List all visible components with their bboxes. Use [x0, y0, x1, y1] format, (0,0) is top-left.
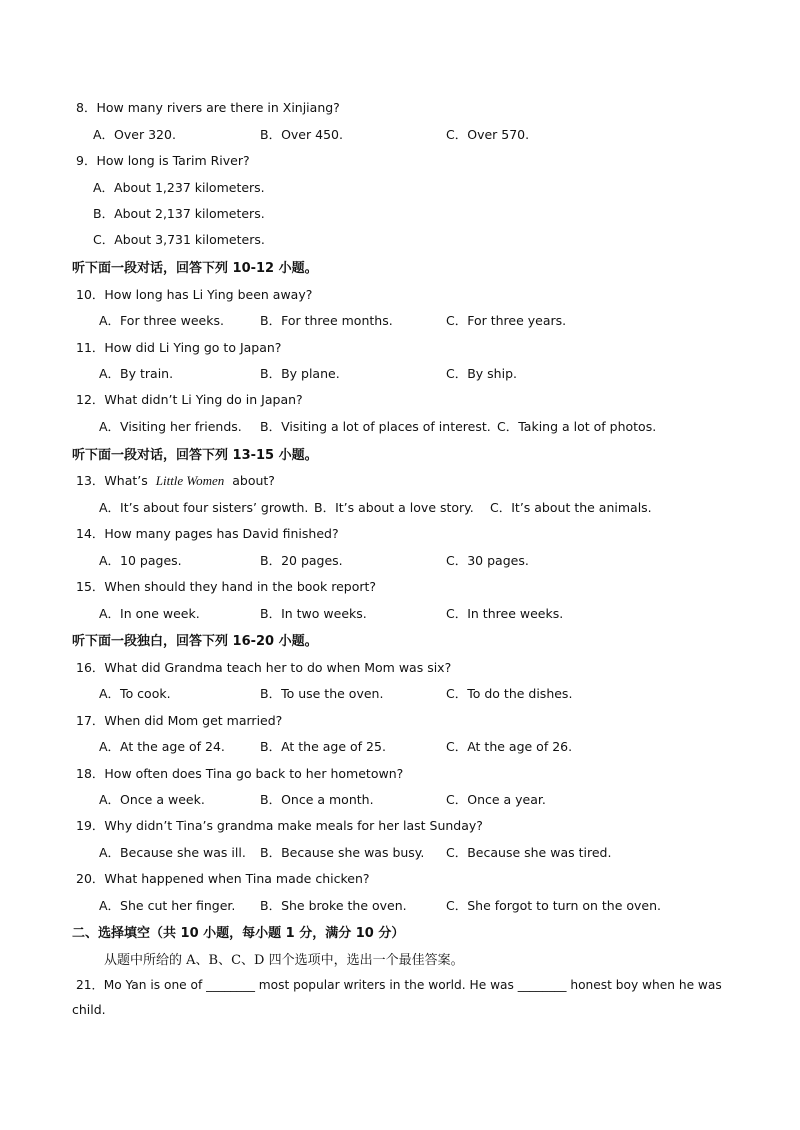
question-8: 8．How many rivers are there in Xinjiang? — [76, 100, 340, 115]
q13-option-c: C．It’s about the animals. — [490, 500, 652, 515]
q16-option-a: A．To cook. — [99, 686, 171, 701]
q20-option-c: C．She forgot to turn on the oven. — [446, 898, 661, 913]
q17-option-b: B．At the age of 25. — [260, 739, 386, 754]
question-19: 19．Why didn’t Tina’s grandma make meals for her last Sunday? — [76, 818, 483, 833]
q8-option-b: B．Over 450. — [260, 127, 343, 142]
q9-option-c: C．About 3,731 kilometers. — [93, 232, 265, 247]
q14-option-a: A．10 pages. — [99, 553, 182, 568]
q8-option-a: A．Over 320. — [93, 127, 176, 142]
section-header-16-20: 听下面一段独白，回答下列 16-20 小题。 — [72, 634, 318, 649]
q15-option-b: B．In two weeks. — [260, 606, 367, 621]
q11-option-a: A．By train. — [99, 366, 174, 381]
q10-option-b: B．For three months. — [260, 313, 393, 328]
question-16: 16．What did Grandma teach her to do when Mom was six? — [76, 660, 452, 675]
q13-stem-post: about? — [232, 473, 275, 488]
q18-option-b: B．Once a month. — [260, 792, 374, 807]
section-header-13-15: 听下面一段对话，回答下列 13-15 小题。 — [72, 448, 318, 463]
question-9: 9．How long is Tarim River? — [76, 153, 250, 168]
question-11: 11．How did Li Ying go to Japan? — [76, 340, 282, 355]
question-21-line-2: child. — [72, 1002, 106, 1017]
section-header-10-12: 听下面一段对话，回答下列 10-12 小题。 — [72, 261, 318, 276]
section-2-instruction: 从题中所给的 A、B、C、D 四个选项中，选出一个最佳答案。 — [104, 953, 464, 968]
q12-option-b: B．Visiting a lot of places of interest. — [260, 419, 491, 434]
q10-option-c: C．For three years. — [446, 313, 567, 328]
q15-option-a: A．In one week. — [99, 606, 200, 621]
question-14: 14．How many pages has David finished? — [76, 526, 339, 541]
question-13 — [76, 471, 275, 489]
q16-option-b: B．To use the oven. — [260, 686, 384, 701]
question-18: 18．How often does Tina go back to her hometown? — [76, 766, 404, 781]
q9-option-b: B．About 2,137 kilometers. — [93, 206, 265, 221]
question-12: 12．What didn’t Li Ying do in Japan? — [76, 392, 303, 407]
q20-option-a: A．She cut her finger. — [99, 898, 236, 913]
q17-option-c: C．At the age of 26. — [446, 739, 573, 754]
question-17: 17．When did Mom get married? — [76, 713, 283, 728]
question-21-line-1: 21．Mo Yan is one of ________ most popular writers in the world. He was ________ honest boy when he was — [76, 978, 722, 992]
q13-stem-pre: 13．What’s — [76, 473, 148, 488]
q19-option-a: A．Because she was ill. — [99, 845, 246, 860]
q11-option-c: C．By ship. — [446, 366, 517, 381]
q12-option-a: A．Visiting her friends. — [99, 419, 242, 434]
question-20: 20．What happened when Tina made chicken? — [76, 871, 370, 886]
q13-option-b: B．It’s about a love story. — [314, 500, 474, 515]
question-10: 10．How long has Li Ying been away? — [76, 287, 313, 302]
q19-option-b: B．Because she was busy. — [260, 845, 425, 860]
q18-option-c: C．Once a year. — [446, 792, 546, 807]
q14-option-b: B．20 pages. — [260, 553, 343, 568]
question-15: 15．When should they hand in the book report? — [76, 579, 377, 594]
q17-option-a: A．At the age of 24. — [99, 739, 225, 754]
q18-option-a: A．Once a week. — [99, 792, 205, 807]
q20-option-b: B．She broke the oven. — [260, 898, 407, 913]
q19-option-c: C．Because she was tired. — [446, 845, 612, 860]
q11-option-b: B．By plane. — [260, 366, 340, 381]
q16-option-c: C．To do the dishes. — [446, 686, 573, 701]
q15-option-c: C．In three weeks. — [446, 606, 564, 621]
q13-option-a: A．It’s about four sisters’ growth. — [99, 500, 309, 515]
q10-option-a: A．For three weeks. — [99, 313, 224, 328]
q8-option-c: C．Over 570. — [446, 127, 530, 142]
q12-option-c: C．Taking a lot of photos. — [497, 419, 657, 434]
q14-option-c: C．30 pages. — [446, 553, 529, 568]
q9-option-a: A．About 1,237 kilometers. — [93, 180, 265, 195]
q13-book-title: Little Women — [155, 473, 225, 488]
section-2-header: 二、选择填空（共 10 小题，每小题 1 分，满分 10 分） — [72, 926, 405, 941]
